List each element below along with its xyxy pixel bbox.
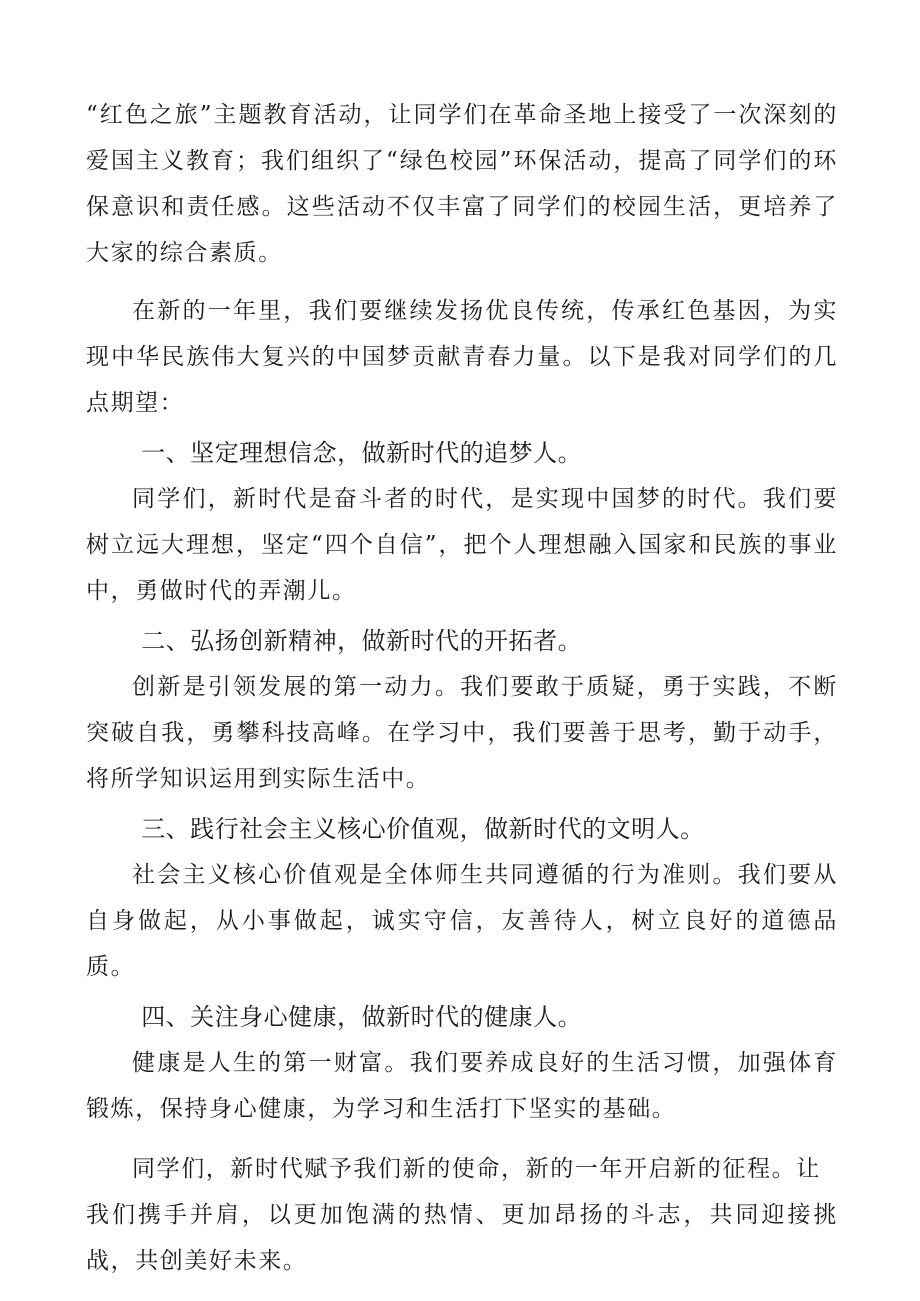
- section-heading-4: 四、关注身心健康，做新时代的健康人。: [141, 1003, 583, 1031]
- section-body-2: 创新是引领发展的第一动力。我们要敢于质疑，勇于实践，不断突破自我，勇攀科技高峰。在学习中，我们要善于思考，勤于动手，将所学知识运用到实际生活中。: [86, 674, 838, 792]
- transition-paragraph: 在新的一年里，我们要继续发扬优良传统，传承红色基因，为实现中华民族伟大复兴的中国梦贡献青春力量。以下是我对同学们的几点期望：: [86, 298, 838, 416]
- intro-paragraph: “红色之旅”主题教育活动，让同学们在革命圣地上接受了一次深刻的爱国主义教育；我们组织了“绿色校园”环保活动，提高了同学们的环保意识和责任感。这些活动不仅丰富了同学们的校园生活，更培养了大家的综合素质。: [86, 102, 838, 266]
- document-page: [86, 92, 838, 1284]
- section-heading-3: 三、践行社会主义核心价值观，做新时代的文明人。: [141, 815, 705, 843]
- section-body-1: 同学们，新时代是奋斗者的时代，是实现中国梦的时代。我们要树立远大理想，坚定“四个自信”，把个人理想融入国家和民族的事业中，勇做时代的弄潮儿。: [86, 486, 838, 604]
- section-body-3: 社会主义核心价值观是全体师生共同遵循的行为准则。我们要从自身做起，从小事做起，诚实守信，友善待人，树立良好的道德品质。: [86, 862, 838, 980]
- closing-paragraph: [86, 1146, 838, 1284]
- section-heading-2: 二、弘扬创新精神，做新时代的开拓者。: [141, 627, 583, 655]
- closing-line-2: 我们携手并肩，以更加饱满的热情、更加昂扬的斗志，共同迎接挑战，共创美好未来。: [86, 1202, 838, 1274]
- closing-line-1: 同学们，新时代赋予我们新的使命，新的一年开启新的征程。让: [132, 1156, 821, 1182]
- section-body-4: 健康是人生的第一财富。我们要养成良好的生活习惯，加强体育锻炼，保持身心健康，为学习和生活打下坚实的基础。: [86, 1050, 838, 1122]
- section-heading-1: 一、坚定理想信念，做新时代的追梦人。: [141, 439, 583, 467]
